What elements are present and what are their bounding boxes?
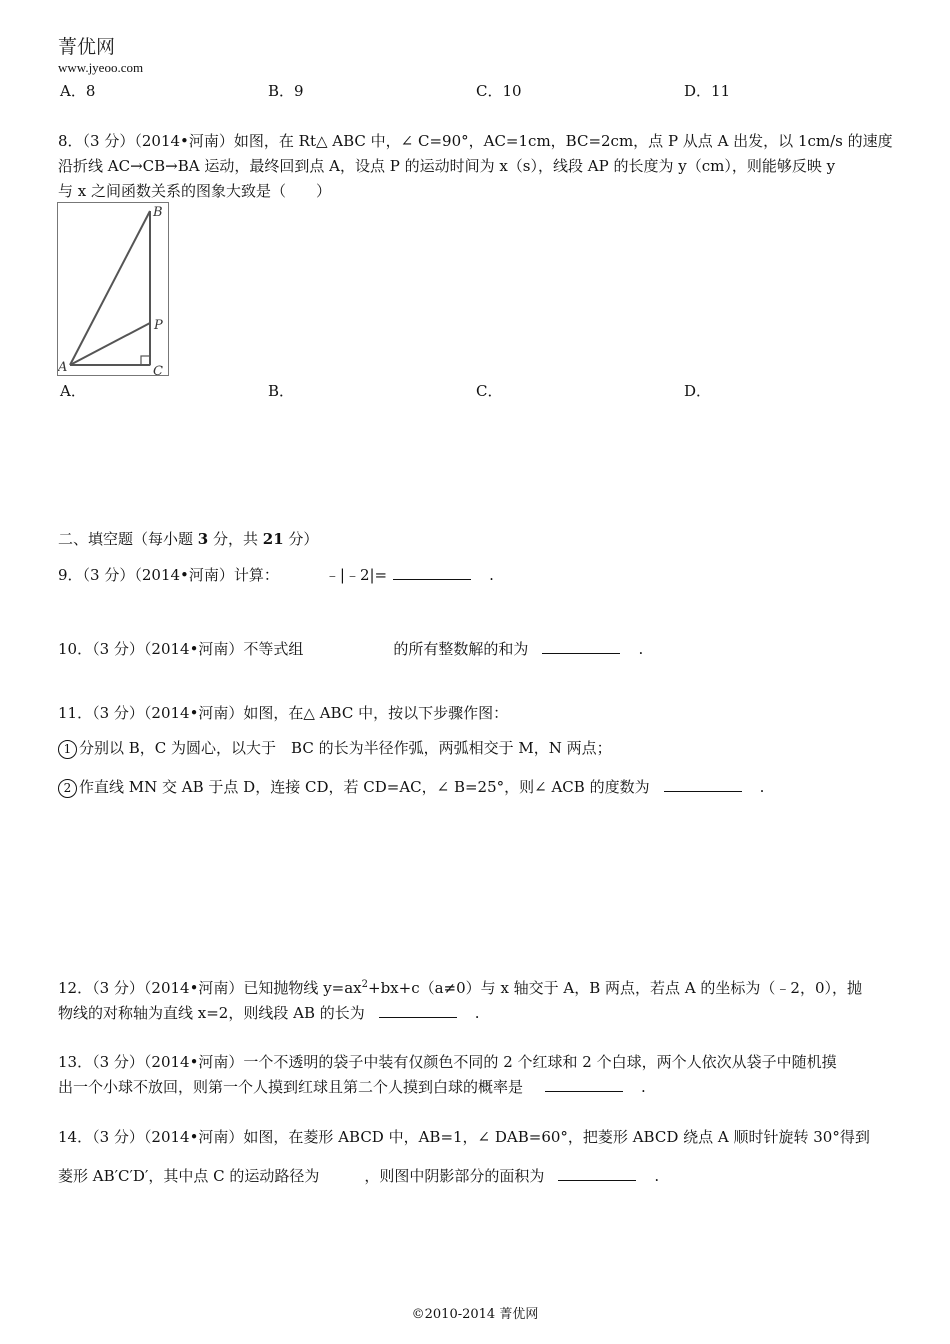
site-url[interactable]: www.jyeoo.com xyxy=(58,60,144,75)
q8-option-a: A． xyxy=(60,382,86,400)
edge-ab xyxy=(70,211,150,365)
site-logo: 菁优网 xyxy=(58,36,116,58)
q13-text-line1: 13．（3 分）（2014•河南）一个不透明的袋子中装有仅颜色不同的 2 个红球和 2 个白球，两个人依次从袋子中随机摸 xyxy=(58,1053,837,1071)
q11-answer-blank[interactable] xyxy=(664,777,742,792)
q8-text-line2: 沿折线 AC→CB→BA 运动，最终回到点 A，设点 P 的运动时间为 x（s），线段 AP 的长度为 y（cm），则能够反映 y xyxy=(58,157,836,175)
q10-answer-blank[interactable] xyxy=(542,639,620,654)
q7-option-d: D．11 xyxy=(684,82,731,100)
step-number-1: 1 xyxy=(58,740,77,759)
q12-text-line2: 物线的对称轴为直线 x=2，则线段 AB 的长为 . xyxy=(58,1004,480,1022)
q8-triangle-figure xyxy=(57,202,169,376)
q14-text-line1: 14．（3 分）（2014•河南）如图，在菱形 ABCD 中，AB=1，∠ DAB=60°，把菱形 ABCD 绕点 A 顺时针旋转 30°得到 xyxy=(58,1128,870,1146)
label-a: A xyxy=(58,360,68,375)
q11-step2: 2 作直线 MN 交 AB 于点 D，连接 CD，若 CD=AC，∠ B=25°，则∠ ACB 的度数为 . xyxy=(58,776,764,798)
q10-text: 10．（3 分）（2014•河南）不等式组 的所有整数解的和为 . xyxy=(58,640,644,658)
q7-option-c: C．10 xyxy=(476,82,522,100)
step-number-2: 2 xyxy=(58,779,77,798)
q13-text-line2: 出一个小球不放回，则第一个人摸到红球且第二个人摸到白球的概率是 . xyxy=(58,1078,646,1096)
q12-answer-blank[interactable] xyxy=(379,1003,457,1018)
triangle-diagram xyxy=(58,203,168,375)
copyright-footer: ©2010-2014 菁优网 xyxy=(411,1307,539,1322)
label-b: B xyxy=(153,205,163,220)
q8-option-b: B． xyxy=(268,382,295,400)
right-angle-mark xyxy=(141,356,150,365)
q8-text-line1: 8．（3 分）（2014•河南）如图，在 Rt△ ABC 中，∠ C=90°，AC=1cm，BC=2cm，点 P 从点 A 出发，以 1cm/s 的速度 xyxy=(58,132,893,150)
q8-text-line3: 与 x 之间函数关系的图象大致是（ ） xyxy=(58,182,331,200)
q7-option-a: A．8 xyxy=(60,82,96,100)
label-p: P xyxy=(154,318,163,333)
q9-text: 9．（3 分）（2014•河南）计算： ﹣|﹣2|= . xyxy=(58,566,494,584)
label-c: C xyxy=(153,364,163,375)
q7-option-b: B．9 xyxy=(268,82,304,100)
q12-text-line1: 12．（3 分）（2014•河南）已知抛物线 $y=ax^2+bx+c(a\ne 0)$与 x 轴交于 A，B 两点，若点 A 的坐标为（﹣2，0），抛 xyxy=(58,979,863,997)
q8-option-c: C． xyxy=(476,382,503,400)
q8-option-d: D． xyxy=(684,382,712,400)
section-2-heading: 二、填空题（每小题 3 分，共 21 分） xyxy=(58,530,319,548)
q11-text-line1: 11．（3 分）（2014•河南）如图，在△ ABC 中，按以下步骤作图： xyxy=(58,704,509,722)
q14-text-line2: 菱形 AB′C′D′，其中点 C 的运动路径为 ，则图中阴影部分的面积为 . xyxy=(58,1167,660,1185)
q14-answer-blank[interactable] xyxy=(558,1166,636,1181)
q11-step1: 1 分别以 B，C 为圆心，以大于 BC 的长为半径作弧，两弧相交于 M，N 两点； xyxy=(58,737,612,759)
q13-answer-blank[interactable] xyxy=(545,1077,623,1092)
q9-answer-blank[interactable] xyxy=(393,565,471,580)
